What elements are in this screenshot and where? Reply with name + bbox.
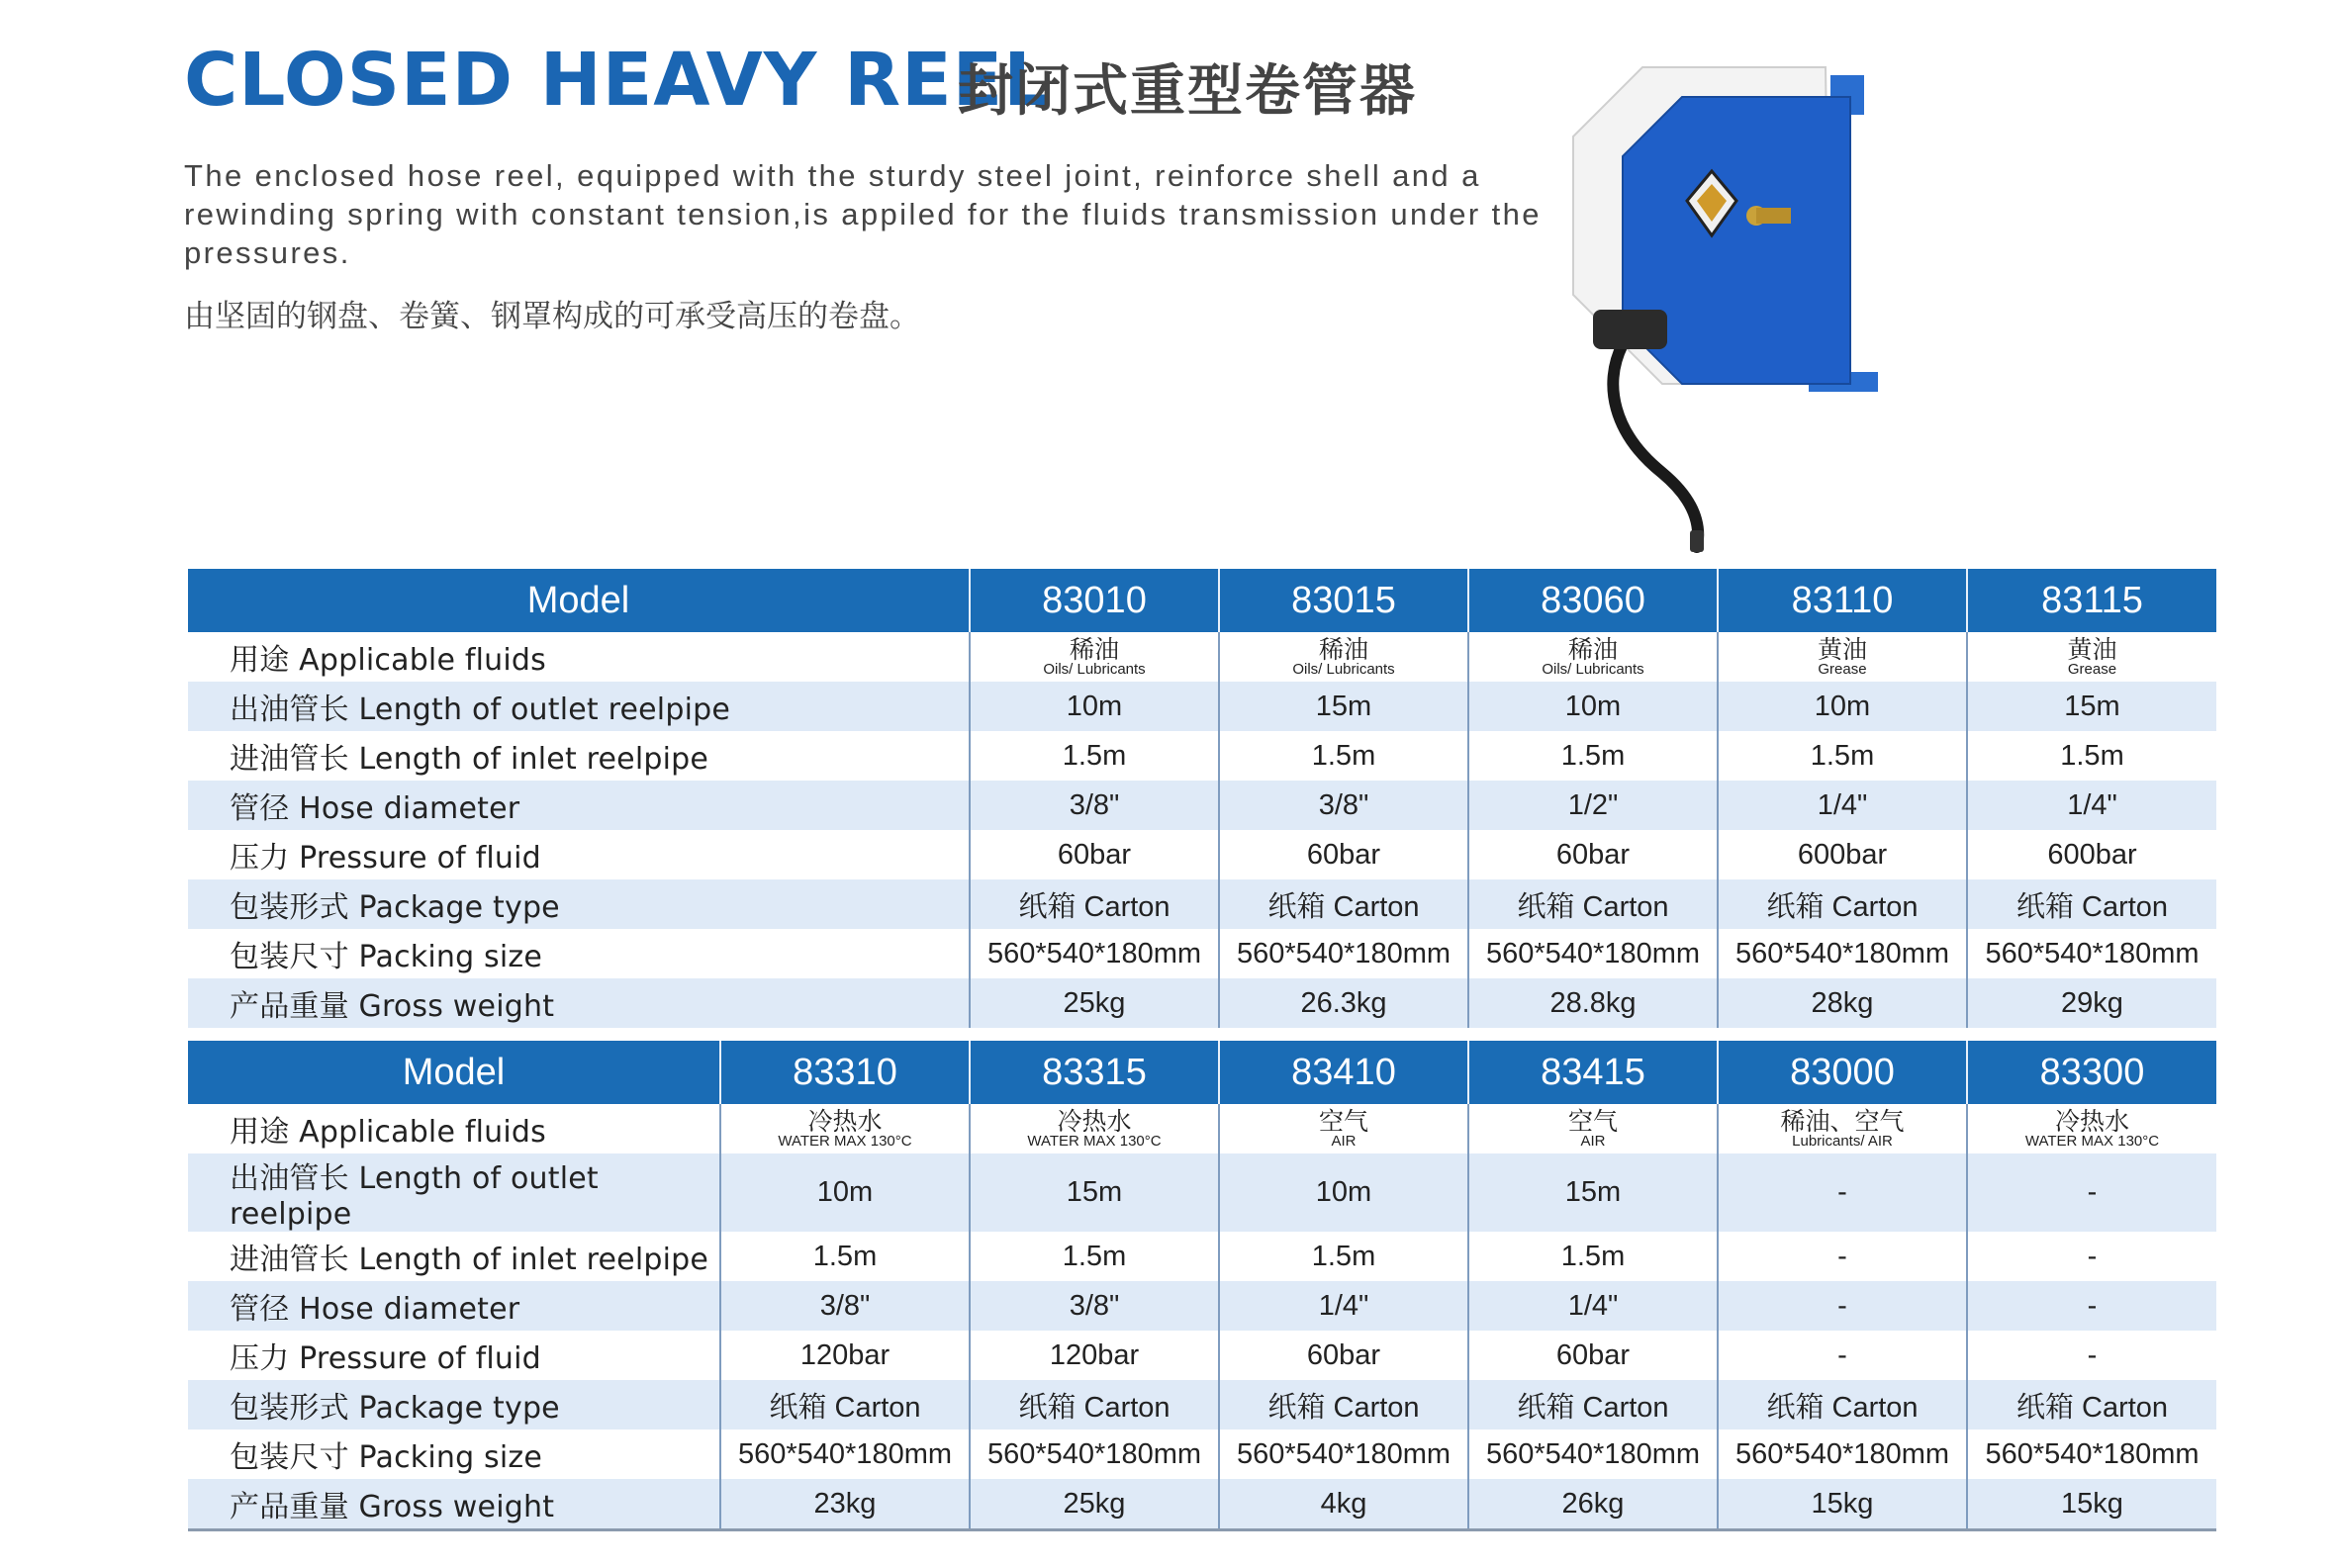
cell: 纸箱 Carton [1967, 879, 2216, 929]
cell: 纸箱 Carton [1967, 1380, 2216, 1430]
spec-table-1 [188, 569, 2216, 1028]
cell: - [1718, 1331, 1967, 1380]
cell: 560*540*180mm [720, 1430, 970, 1479]
cell: 560*540*180mm [1219, 929, 1468, 978]
cell: 25kg [970, 1479, 1219, 1530]
cell: - [1967, 1232, 2216, 1281]
cell: 120bar [970, 1331, 1219, 1380]
table-row [188, 978, 2216, 1028]
cell: 26.3kg [1219, 978, 1468, 1028]
description-cn: 由坚固的钢盘、卷簧、钢罩构成的可承受高压的卷盘。 [184, 299, 920, 334]
model-label: Model [188, 1041, 720, 1104]
row-label: 包装尺寸 Packing size [230, 1440, 543, 1475]
cell: 3/8" [720, 1281, 970, 1331]
model-cell: 83000 [1718, 1041, 1967, 1104]
cell: 560*540*180mm [1967, 929, 2216, 978]
cell: 15m [970, 1153, 1219, 1232]
cell: 3/8" [970, 1281, 1219, 1331]
row-label: 出油管长 Length of outlet reelpipe [188, 682, 970, 731]
cell: 560*540*180mm [970, 929, 1219, 978]
row-label: 进油管长 Length of inlet reelpipe [230, 742, 709, 777]
model-cell: 83010 [970, 569, 1219, 632]
cell: - [1718, 1153, 1967, 1232]
cell: 3/8" [1219, 781, 1468, 830]
cell: 纸箱 Carton [1219, 1380, 1468, 1430]
cell: 纸箱 Carton [970, 1380, 1219, 1430]
cell: 1/4" [1718, 781, 1967, 830]
cell: 1/4" [1967, 781, 2216, 830]
table-row [188, 1281, 2216, 1331]
cell: 560*540*180mm [1468, 929, 1718, 978]
row-label: 管径 Hose diameter [188, 781, 970, 830]
cell: 600bar [1967, 830, 2216, 879]
cell: 1.5m [1718, 731, 1967, 781]
table-row [188, 1104, 2216, 1153]
model-cell: 83315 [970, 1041, 1219, 1104]
table-row [188, 1331, 2216, 1380]
row-label: 包装尺寸 Packing size [230, 940, 543, 974]
table-row [188, 830, 2216, 879]
fluid-cell: 稀油 Oils/ Lubricants [970, 632, 1219, 682]
table-row [188, 1479, 2216, 1530]
cell: 1/4" [1219, 1281, 1468, 1331]
table-row [188, 1430, 2216, 1479]
cell: 26kg [1468, 1479, 1718, 1530]
hose-reel-image [1553, 57, 1890, 562]
table-row [188, 879, 2216, 929]
cell: 纸箱 Carton [1718, 879, 1967, 929]
fluid-cell: 冷热水 WATER MAX 130°C [1967, 1104, 2216, 1153]
cell: 15m [1468, 1153, 1718, 1232]
cell: - [1967, 1331, 2216, 1380]
table-row [188, 731, 2216, 781]
fluid-cell: 空气 AIR [1219, 1104, 1468, 1153]
page-title: CLOSED HEAVY REEL [184, 38, 1052, 123]
cell: 纸箱 Carton [1468, 879, 1718, 929]
row-label: 压力 Pressure of fluid [230, 1341, 541, 1376]
row-label: 产品重量 Gross weight [188, 978, 970, 1028]
fluid-cell: 冷热水 WATER MAX 130°C [970, 1104, 1219, 1153]
model-label: Model [188, 569, 970, 632]
fluid-cell: 稀油 Oils/ Lubricants [1219, 632, 1468, 682]
cell: 560*540*180mm [1468, 1430, 1718, 1479]
fluid-cell: 冷热水 WATER MAX 130°C [720, 1104, 970, 1153]
cell: - [1718, 1232, 1967, 1281]
cell: 10m [720, 1153, 970, 1232]
cell: 560*540*180mm [1718, 1430, 1967, 1479]
table-row [188, 929, 2216, 978]
row-label: 压力 Pressure of fluid [230, 841, 541, 876]
model-cell: 83310 [720, 1041, 970, 1104]
cell: 10m [1718, 682, 1967, 731]
cell: 560*540*180mm [970, 1430, 1219, 1479]
cell: 1.5m [1468, 1232, 1718, 1281]
table-row [188, 781, 2216, 830]
cell: 15m [1219, 682, 1468, 731]
model-cell: 83060 [1468, 569, 1718, 632]
cell: 纸箱 Carton [1219, 879, 1468, 929]
model-cell: 83415 [1468, 1041, 1718, 1104]
cell: 560*540*180mm [1718, 929, 1967, 978]
cell: 60bar [1219, 830, 1468, 879]
cell: 15kg [1967, 1479, 2216, 1530]
row-label: 产品重量 Gross weight [188, 1479, 720, 1530]
model-cell: 83110 [1718, 569, 1967, 632]
cell: 23kg [720, 1479, 970, 1530]
cell: 1.5m [1468, 731, 1718, 781]
cell: 28.8kg [1468, 978, 1718, 1028]
row-label: 管径 Hose diameter [188, 1281, 720, 1331]
row-label: 进油管长 Length of inlet reelpipe [230, 1243, 709, 1277]
fluid-cell: 稀油 Oils/ Lubricants [1468, 632, 1718, 682]
cell: 60bar [970, 830, 1219, 879]
table-row [188, 1380, 2216, 1430]
fluid-cell: 空气 AIR [1468, 1104, 1718, 1153]
cell: 1.5m [1219, 731, 1468, 781]
row-label: 包装形式 Package type [188, 879, 970, 929]
table-row [188, 1232, 2216, 1281]
row-label: 用途 Applicable fluids [230, 643, 546, 678]
cell: - [1967, 1153, 2216, 1232]
description-en: The enclosed hose reel, equipped with the sturdy steel joint, reinforce shell and a rewinding spring with constant tension,is appiled for the fluids transmission under the pressures. [184, 158, 1542, 270]
cell: 560*540*180mm [1219, 1430, 1468, 1479]
cell: 纸箱 Carton [970, 879, 1219, 929]
cell: 1.5m [1219, 1232, 1468, 1281]
cell: 4kg [1219, 1479, 1468, 1530]
cell: 纸箱 Carton [720, 1380, 970, 1430]
cell: 1.5m [970, 731, 1219, 781]
cell: - [1718, 1281, 1967, 1331]
cell: 1/2" [1468, 781, 1718, 830]
page-title-cn: 封闭式重型卷管器 [958, 59, 1417, 124]
spec-table-2 [188, 1041, 2216, 1531]
model-cell: 83410 [1219, 1041, 1468, 1104]
row-label: 包装形式 Package type [188, 1380, 720, 1430]
cell: 10m [1219, 1153, 1468, 1232]
model-cell: 83115 [1967, 569, 2216, 632]
cell: 1.5m [1967, 731, 2216, 781]
table-row [188, 1153, 2216, 1232]
cell: 10m [970, 682, 1219, 731]
cell: 1.5m [970, 1232, 1219, 1281]
cell: 29kg [1967, 978, 2216, 1028]
cell: 15m [1967, 682, 2216, 731]
row-label: 用途 Applicable fluids [230, 1115, 546, 1150]
cell: 600bar [1718, 830, 1967, 879]
cell: 纸箱 Carton [1718, 1380, 1967, 1430]
cell: 1.5m [720, 1232, 970, 1281]
table-header-row [188, 569, 2216, 632]
fluid-cell: 黄油 Grease [1967, 632, 2216, 682]
cell: 15kg [1718, 1479, 1967, 1530]
model-cell: 83300 [1967, 1041, 2216, 1104]
cell: 3/8" [970, 781, 1219, 830]
fluid-cell: 黄油 Grease [1718, 632, 1967, 682]
cell: 纸箱 Carton [1468, 1380, 1718, 1430]
table-row [188, 632, 2216, 682]
cell: 560*540*180mm [1967, 1430, 2216, 1479]
table-header-row [188, 1041, 2216, 1104]
cell: 25kg [970, 978, 1219, 1028]
cell: - [1967, 1281, 2216, 1331]
cell: 60bar [1468, 830, 1718, 879]
cell: 10m [1468, 682, 1718, 731]
cell: 120bar [720, 1331, 970, 1380]
row-label: 出油管长 Length of outlet reelpipe [188, 1153, 720, 1232]
cell: 28kg [1718, 978, 1967, 1028]
model-cell: 83015 [1219, 569, 1468, 632]
cell: 60bar [1468, 1331, 1718, 1380]
cell: 60bar [1219, 1331, 1468, 1380]
fluid-cell: 稀油、空气 Lubricants/ AIR [1718, 1104, 1967, 1153]
table-row [188, 682, 2216, 731]
cell: 1/4" [1468, 1281, 1718, 1331]
